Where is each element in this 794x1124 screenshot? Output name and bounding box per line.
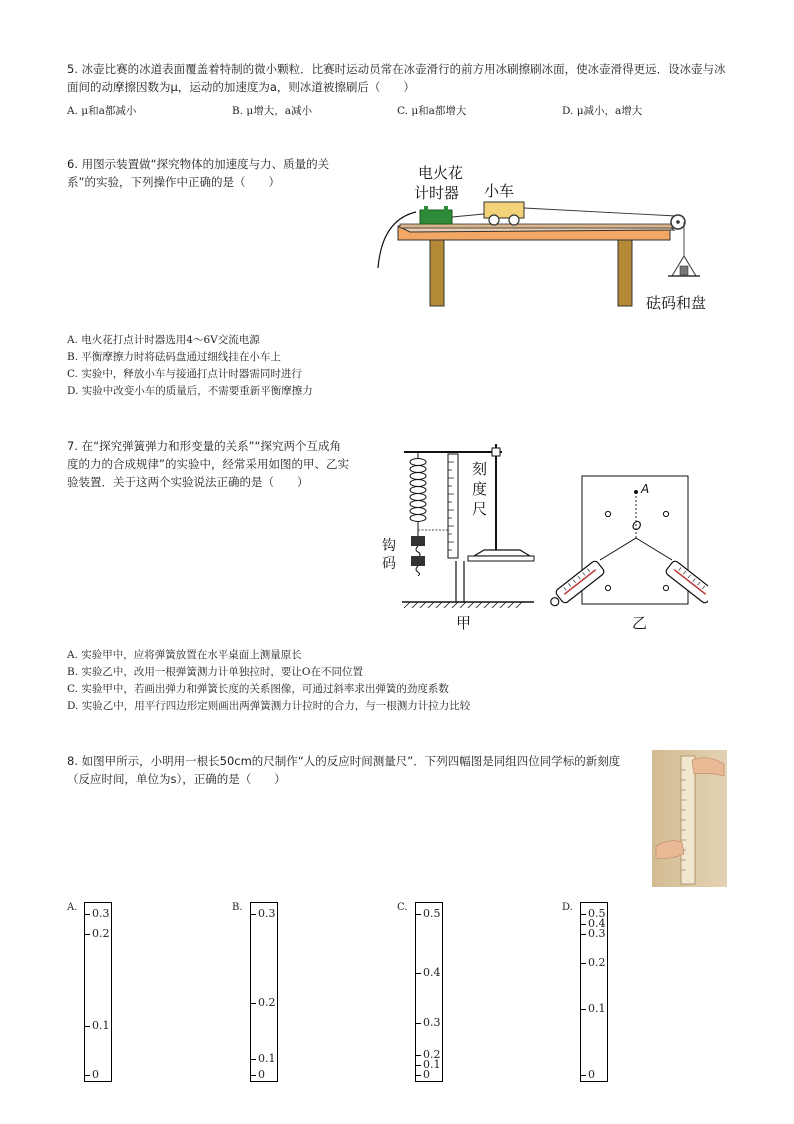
ruler-tick-label: 0.5	[588, 907, 606, 921]
vertical-ruler	[448, 454, 458, 558]
ruler-tick-label: 0.4	[588, 917, 606, 931]
ruler-tick-label: 0.2	[258, 995, 276, 1009]
q8-ruler-d[interactable]	[580, 902, 608, 1082]
q8-stem	[67, 752, 647, 788]
q6-apparatus-figure	[368, 160, 728, 320]
q5-option-c[interactable]: C. μ和a都增大	[397, 105, 467, 117]
q6-option-d[interactable]: D. 实验中改变小车的质量后，不需要重新平衡摩擦力	[67, 385, 313, 397]
q7-option-b[interactable]: B. 实验乙中，改用一根弹簧测力计单独拉时，要让O在不同位置	[67, 666, 363, 678]
q6-option-b[interactable]: B. 平衡摩擦力时将砝码盘通过细线挂在小车上	[67, 351, 281, 363]
weight-pan-label: 砝码和盘	[646, 294, 707, 312]
q7-option-d[interactable]: D. 实验乙中，用平行四边形定则画出两弹簧测力计拉时的合力，与一根测力计拉力比较	[67, 700, 471, 712]
q6-options	[67, 332, 313, 400]
q8-ruler-c[interactable]	[415, 902, 443, 1082]
hook-weight-icon	[411, 536, 425, 546]
ruler-tick-label: 0.2	[92, 926, 110, 940]
ruler-tick-label: 0.2	[423, 1048, 441, 1062]
q8-option-b-letter[interactable]: B.	[232, 902, 243, 913]
q8-ruler-a[interactable]	[84, 902, 112, 1082]
q7-option-c[interactable]: C. 实验甲中，若画出弹力和弹簧长度的关系图像，可通过斜率求出弹簧的劲度系数	[67, 683, 449, 695]
q6-stem-line1: 6. 用图示装置做“探究物体的加速度与力、质量的关	[67, 157, 330, 171]
ruler-tick-label: 0.1	[258, 1051, 276, 1065]
cart-icon	[484, 202, 524, 218]
hook-label-1: 钩	[382, 538, 396, 554]
ruler-tick-label: 0.5	[423, 907, 441, 921]
ruler-tick-label: 0	[423, 1068, 430, 1081]
point-a-label: A	[641, 482, 650, 496]
spring-icon	[410, 459, 426, 522]
q5-stem-line1: 5. 冰壶比赛的冰道表面覆盖着特制的微小颗粒．比赛时运动员常在冰壶滑行的前方用冰刷擦刷冰面，使冰壶滑得更远．设冰壶与冰	[67, 62, 726, 76]
hook-weight-icon	[411, 556, 425, 566]
ruler-label-1: 刻	[472, 460, 488, 478]
timer-label-2: 计时器	[414, 184, 460, 202]
ruler-label-2: 度	[472, 480, 488, 498]
table-leg-right	[618, 240, 632, 306]
ruler-tick-label: 0.3	[588, 926, 606, 940]
q8-ruler-b[interactable]	[250, 902, 278, 1082]
q8-stem-line2: （反应时间，单位为s），正确的是（ ）	[67, 772, 286, 786]
q6-stem	[67, 155, 367, 191]
ruler-tick-label: 0	[92, 1068, 99, 1081]
hook-label-2: 码	[382, 556, 396, 572]
board-frame	[582, 476, 688, 604]
ruler-tick-label: 0.1	[588, 1002, 606, 1016]
q8-stem-line1: 8. 如图甲所示，小明用一根长50cm的尺制作“人的反应时间测量尺”．下列四幅图是同组四位同学标的新刻度	[67, 754, 621, 768]
q5-stem-line2: 面间的动摩擦因数为μ，运动的加速度为a，则冰道被擦刷后（ ）	[67, 80, 415, 94]
q7-apparatus-figure	[368, 438, 708, 638]
caption-jia: 甲	[456, 614, 472, 632]
q8-option-d-letter[interactable]: D.	[562, 902, 573, 913]
caption-yi: 乙	[632, 614, 648, 632]
q8-option-c-letter[interactable]: C.	[397, 902, 408, 913]
q7-option-a[interactable]: A. 实验甲中，应将弹簧放置在水平桌面上测量原长	[67, 649, 302, 661]
q7-stem-line1: 7. 在“探究弹簧弹力和形变量的关系”“探究两个互成角	[67, 439, 341, 453]
ruler-label-3: 尺	[472, 500, 488, 518]
ruler-tick-label: 0.2	[588, 956, 606, 970]
reaction-ruler-photo	[652, 750, 727, 887]
q5-option-b[interactable]: B. μ增大，a减小	[232, 105, 312, 117]
ruler-tick-label: 0.3	[258, 907, 276, 921]
q5-options	[67, 103, 727, 120]
string	[524, 208, 676, 216]
q5-option-a[interactable]: A. μ和a都减小	[67, 105, 137, 117]
ruler-tick-label: 0.3	[423, 1015, 441, 1029]
ruler-tick-label: 0.3	[92, 907, 110, 921]
point-o-label: O	[632, 519, 642, 533]
timer-label-1: 电火花	[418, 164, 464, 182]
ruler-tick-label: 0.1	[92, 1018, 110, 1032]
q7-stem	[67, 437, 367, 491]
q8-option-a-letter[interactable]: A.	[67, 902, 78, 913]
ruler-tick-label: 0	[258, 1068, 265, 1081]
q6-stem-line2: 系”的实验，下列操作中正确的是（ ）	[67, 175, 280, 189]
q5-stem	[67, 60, 737, 96]
q5-option-d[interactable]: D. μ减小，a增大	[562, 105, 643, 117]
q7-options	[67, 647, 470, 715]
ruler-tick-label: 0.1	[423, 1058, 441, 1072]
q6-option-c[interactable]: C. 实验中，释放小车与接通打点计时器需同时进行	[67, 368, 302, 380]
ruler-tick-label: 0	[588, 1068, 595, 1081]
q7-stem-line2: 度的力的合成规律”的实验中，经常采用如图的甲、乙实	[67, 457, 349, 471]
cart-label: 小车	[484, 182, 515, 200]
q7-stem-line3: 验装置．关于这两个实验说法正确的是（ ）	[67, 475, 309, 489]
q6-option-a[interactable]: A. 电火花打点计时器选用4～6V交流电源	[67, 334, 260, 346]
table-leg-left	[430, 240, 444, 306]
ruler-tick-label: 0.4	[423, 966, 441, 980]
spark-timer-icon	[420, 210, 452, 224]
